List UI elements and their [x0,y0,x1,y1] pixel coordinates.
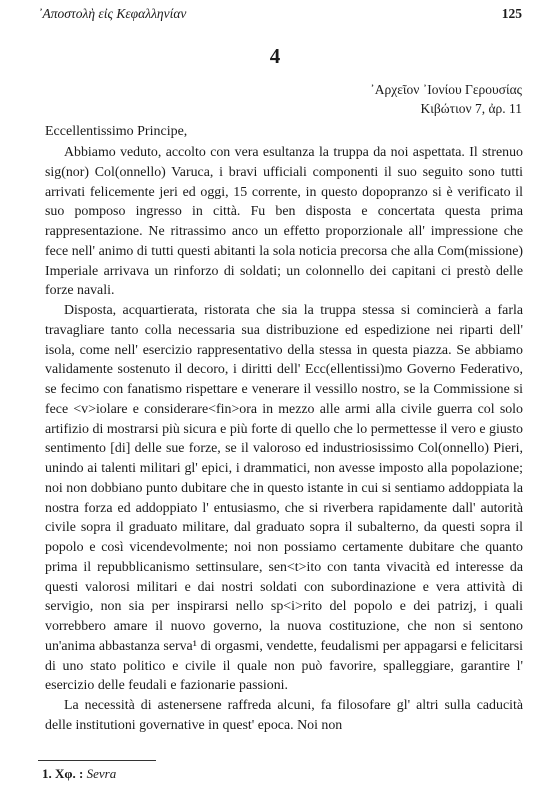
footnote-text: Sevra [86,766,117,781]
salutation: Eccellentissimo Principe, [45,124,188,139]
paragraph-3: La necessità di astenersene raffreda alcuni, fa filosofare gl' altri sulla caducità delle institutioni governative in quest' epoca. Noi non [45,698,523,733]
footnote [42,766,116,782]
footnote-number: 1. Χφ. : [42,766,84,781]
footnote-divider [38,760,156,761]
archive-reference [370,80,522,118]
page-header [38,6,522,24]
document-number: 4 [269,44,281,68]
archive-reference-line-2: Κιβώτιον 7, ἀρ. 11 [420,101,522,116]
paragraph-2: Disposta, acquartierata, ristorata che sia la truppa stessa si comincierà a farla travagliare tanto colla necessaria sua distribuzione ed espedizione nei riparti dell' isola, come nell' esercizio rappresentativo della stessa in questa piazza. Se abbiamo validamente sostenuto il decoro, i diritti dell' Ecc(ellentissi)mo Governo Federativo, se fecimo con fanatismo rispettare e venerare il vessillo nostro, se la Commissione si fece <v>iolare e considerare<fin>ora in mezzo alle armi alla civile guerra col solo artifizio di mostrarsi più sicura e più forte di quello che lo permettesse il vero e giusto sentimento [di] delle sue forze, se il valoroso ed industriosissimo Col(onnello) Pieri, unindo ai talenti militari gl' epici, i drammatici, non avesse imposto alla popolazione; noi non dobbiano punto dubitare che in questo istante in cui si sentiamo addoppiata la nostra forza ed addoppiato l' entusiasmo, che si riverbera rapidamente dall' autorità civile sopra il graduato militare, dal graduato sopra il subalterno, da questi sopra il popolo e così vicendevolmente; noi non possiamo certamente dubitare che quanto prima il repubblicanismo settinsulare, sen<t>ito con tanta vivacità ed interesse da questi valorosi militari e dai nostri soldati con subordinazione e vera attività di servigio, non sia per inspirarsi nello sp<i>rito del popolo e dei patrizj, i quali vorrebbero amare il nuovo governo, la nuova costituzione, che non si sentono un'anima abbastanza serva¹ di orgasmi, vendette, feudalismi per appagarsi e felicitarsi di uno stato politico e civile il quale non può favorire, spalleggiare, garantire l' esercizio delle feudali e fazionarie passioni. [45,303,523,694]
running-title: ᾿Αποστολὴ εἰς Κεφαλληνίαν [38,6,187,21]
page-number: 125 [501,6,522,21]
paragraph-1: Abbiamo veduto, accolto con vera esultanza la truppa da noi aspettata. Il strenuo sig(nor) Col(onnello) Varuca, i bravi ufficiali componenti il suo seguito sono tutti arrivati felicemente jeri ed oggi, 15 corrente, in questo dopopranzo si è verificato il suo pomposo ingresso in città. Fu ben disposta e concertata questa prima rappresentazione. Ne ritrassimo anco un effetto proporzionale all' impressione che fece nell' animo di tutti questi abitanti la sola noticia precorsa che alla Com(missione) Imperiale arrivava un rinforzo di soldati; un colonnello dei capitani ci prestò delle forze navali. [45,145,523,299]
archive-reference-line-1: ᾿Αρχεῖον ᾿Ιονίου Γερουσίας [370,82,522,97]
letter-body [45,143,523,736]
